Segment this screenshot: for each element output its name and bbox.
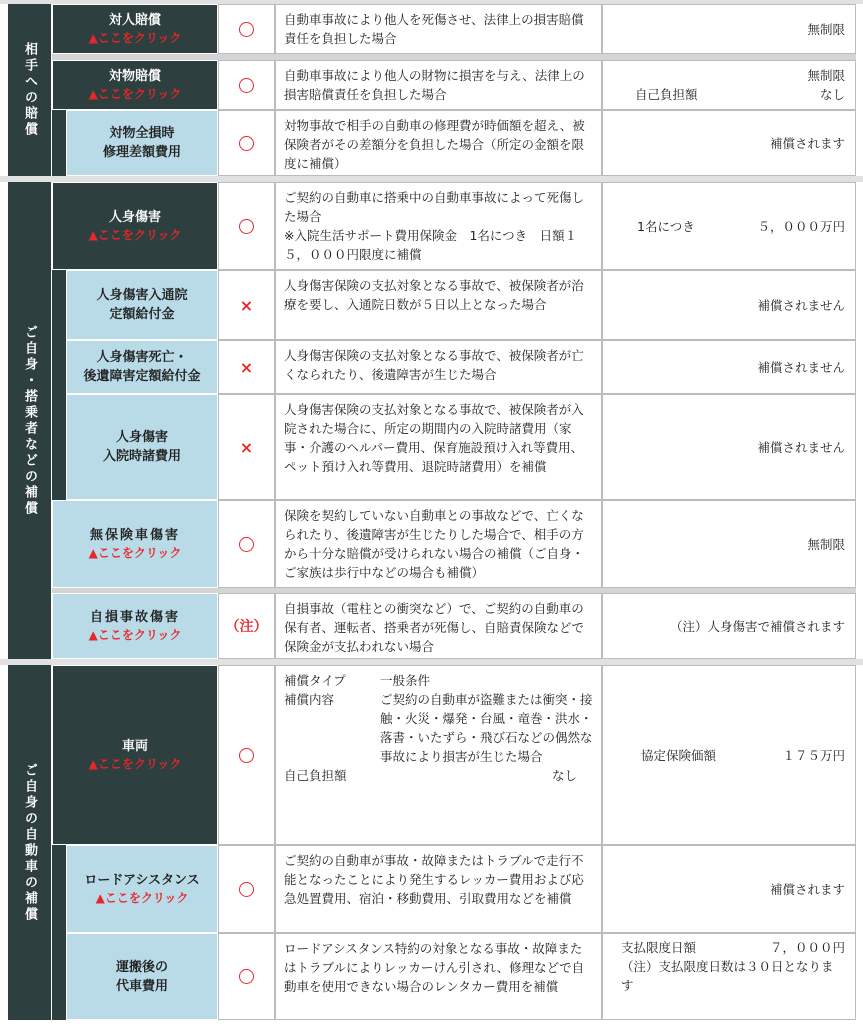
taibutsu-title: 対物賠償 [108, 69, 161, 84]
shibou-description: 人身傷害保険の支払対象となる事故で、被保険者が亡くなられたり、後遺障害が生じた場合 [275, 340, 602, 394]
muhoken-mark [218, 500, 275, 588]
jison-mark [218, 593, 275, 659]
indent-bar [52, 270, 66, 500]
indent-bar [52, 845, 66, 1020]
section-header-personal: ご自身・搭乗者などの補償 [8, 182, 52, 659]
jinshin-mark [218, 182, 275, 270]
taijin-label[interactable] [52, 4, 218, 54]
jinshin-amount: 1名につき ５，０００万円 [602, 182, 856, 270]
cross-mark-icon: × [239, 437, 254, 457]
section-header-liability: 相手への賠償 [8, 4, 52, 176]
nyutsuin-description: 人身傷害保険の支払対象となる事故で、被保険者が治療を要し、入通院日数が５日以上となった場合 [275, 270, 602, 340]
nyuin-shohi-description: 人身傷害保険の支払対象となる事故で、被保険者が入院された場合に、所定の期間内の入院時諸費用（家事・介護のヘルパー費用、保育施設預け入れ等費用、ペット預け入れ等費用、退院時諸費用）を補償 [275, 394, 602, 500]
taibutsu-amount-value: 無制限 [807, 68, 845, 83]
sharyo-amount: 協定保険価額 １７５万円 [602, 665, 856, 845]
section-header-vehicle: ご自身の自動車の補償 [8, 665, 52, 1020]
sharyo-click-link[interactable]: ▲ここをクリック [88, 757, 182, 771]
nyutsuin-label: 人身傷害入通院 定額給付金 [66, 270, 218, 340]
cross-mark-icon: × [239, 295, 254, 315]
nyuin-shohi-mark [218, 394, 275, 500]
muhoken-click-link[interactable]: ▲ここをクリック [88, 546, 182, 560]
road-amount: 補償されます [602, 845, 856, 933]
circle-mark-icon [239, 219, 254, 234]
daisha-mark [218, 933, 275, 1020]
sharyo-title: 車両 [121, 739, 148, 754]
jinshin-description: ご契約の自動車に搭乗中の自動車事故によって死傷した場合 ※入院生活サポート費用保険金 1名につき 日額１５，０００円限度に補償 [275, 182, 602, 270]
jison-title: 自損事故傷害 [89, 610, 180, 625]
muhoken-label[interactable] [52, 500, 218, 588]
taibutsu-deductible [613, 85, 845, 104]
road-mark [218, 845, 275, 933]
daisha-amount: 支払限度日額 ７，０００円 （注）支払限度日数は３０日となります [602, 933, 856, 1020]
jinshin-title: 人身傷害 [108, 210, 161, 225]
circle-mark-icon [239, 78, 254, 93]
nyuin-shohi-label: 人身傷害 入院時諸費用 [66, 394, 218, 500]
circle-mark-icon [239, 22, 254, 37]
daisha-label: 運搬後の 代車費用 [66, 933, 218, 1020]
nyutsuin-amount: 補償されません [602, 270, 856, 340]
shibou-mark [218, 340, 275, 394]
taibutsu-description: 自動車事故により他人の財物に損害を与え、法律上の損害賠償責任を負担した場合 [275, 60, 602, 110]
taijin-amount [602, 4, 856, 54]
taibutsu-mark [218, 60, 275, 110]
nyutsuin-mark [218, 270, 275, 340]
jison-click-link[interactable]: ▲ここをクリック [88, 628, 182, 642]
deductible-label: 自己負担額 [635, 87, 698, 102]
taibutsu-zenson-amount: 補償されます [602, 110, 856, 176]
taijin-amount-value: 無制限 [807, 21, 845, 37]
road-label[interactable] [66, 845, 218, 933]
taibutsu-label[interactable] [52, 60, 218, 110]
muhoken-description: 保険を契約していない自動車との事故などで、亡くなられたり、後遺障害が生じたりした場合で、相手の方から十分な賠償が受けられない場合の補償（ご自身・ご家族は歩行中などの場合も補償） [275, 500, 602, 588]
road-click-link[interactable]: ▲ここをクリック [95, 891, 189, 905]
taijin-click-link[interactable]: ▲ここをクリック [88, 31, 182, 45]
shibou-amount: 補償されません [602, 340, 856, 394]
taibutsu-zenson-description: 対物事故で相手の自動車の修理費が時価額を超え、被保険者がその差額分を負担した場合（所定の金額を限度に補償） [275, 110, 602, 176]
jison-label[interactable] [52, 593, 218, 659]
circle-mark-icon [239, 748, 254, 763]
shibou-label: 人身傷害死亡・ 後遺障害定額給付金 [66, 340, 218, 394]
taijin-title: 対人賠償 [108, 13, 161, 28]
sharyo-mark [218, 665, 275, 845]
road-description: ご契約の自動車が事故・故障またはトラブルで走行不能となったことにより発生するレッカー費用および応急処置費用、宿泊・移動費用、引取費用などを補償 [275, 845, 602, 933]
circle-mark-icon [239, 136, 254, 151]
jinshin-label[interactable] [52, 182, 218, 270]
taijin-description: 自動車事故により他人を死傷させ、法律上の損害賠償責任を負担した場合 [275, 4, 602, 54]
note-mark: （注） [225, 619, 268, 635]
taibutsu-zenson-mark [218, 110, 275, 176]
jison-amount: （注）人身傷害で補償されます [602, 593, 856, 659]
deductible-value: なし [819, 87, 845, 102]
road-title: ロードアシスタンス [84, 873, 200, 888]
taibutsu-click-link[interactable]: ▲ここをクリック [88, 87, 182, 101]
sharyo-label[interactable] [52, 665, 218, 845]
nyuin-shohi-amount: 補償されません [602, 394, 856, 500]
muhoken-title: 無保険車傷害 [89, 528, 180, 543]
cross-mark-icon: × [239, 357, 254, 377]
jison-description: 自損事故（電柱との衝突など）で、ご契約の自動車の保有者、運転者、搭乗者が死傷し、自賠責保険などで保険金が支払われない場合 [275, 593, 602, 659]
muhoken-amount: 無制限 [602, 500, 856, 588]
daisha-description: ロードアシスタンス特約の対象となる事故・故障またはトラブルによりレッカーけん引され、修理などで自動車を使用できない場合のレンタカー費用を補償 [275, 933, 602, 1020]
indent-bar [52, 110, 66, 176]
taijin-mark [218, 4, 275, 54]
taibutsu-amount [602, 60, 856, 110]
circle-mark-icon [239, 969, 254, 984]
circle-mark-icon [239, 537, 254, 552]
taibutsu-zenson-label: 対物全損時 修理差額費用 [66, 110, 218, 176]
jinshin-click-link[interactable]: ▲ここをクリック [88, 228, 182, 242]
circle-mark-icon [239, 882, 254, 897]
sharyo-description: 補償タイプ 一般条件 補償内容 ご契約の自動車が盗難または衝突・接触・火災・爆発・台風・竜巻・洪水・落書・いたずら・飛び石などの偶然な事故により損害が生じた場合 自己負担額 なし [275, 665, 602, 845]
